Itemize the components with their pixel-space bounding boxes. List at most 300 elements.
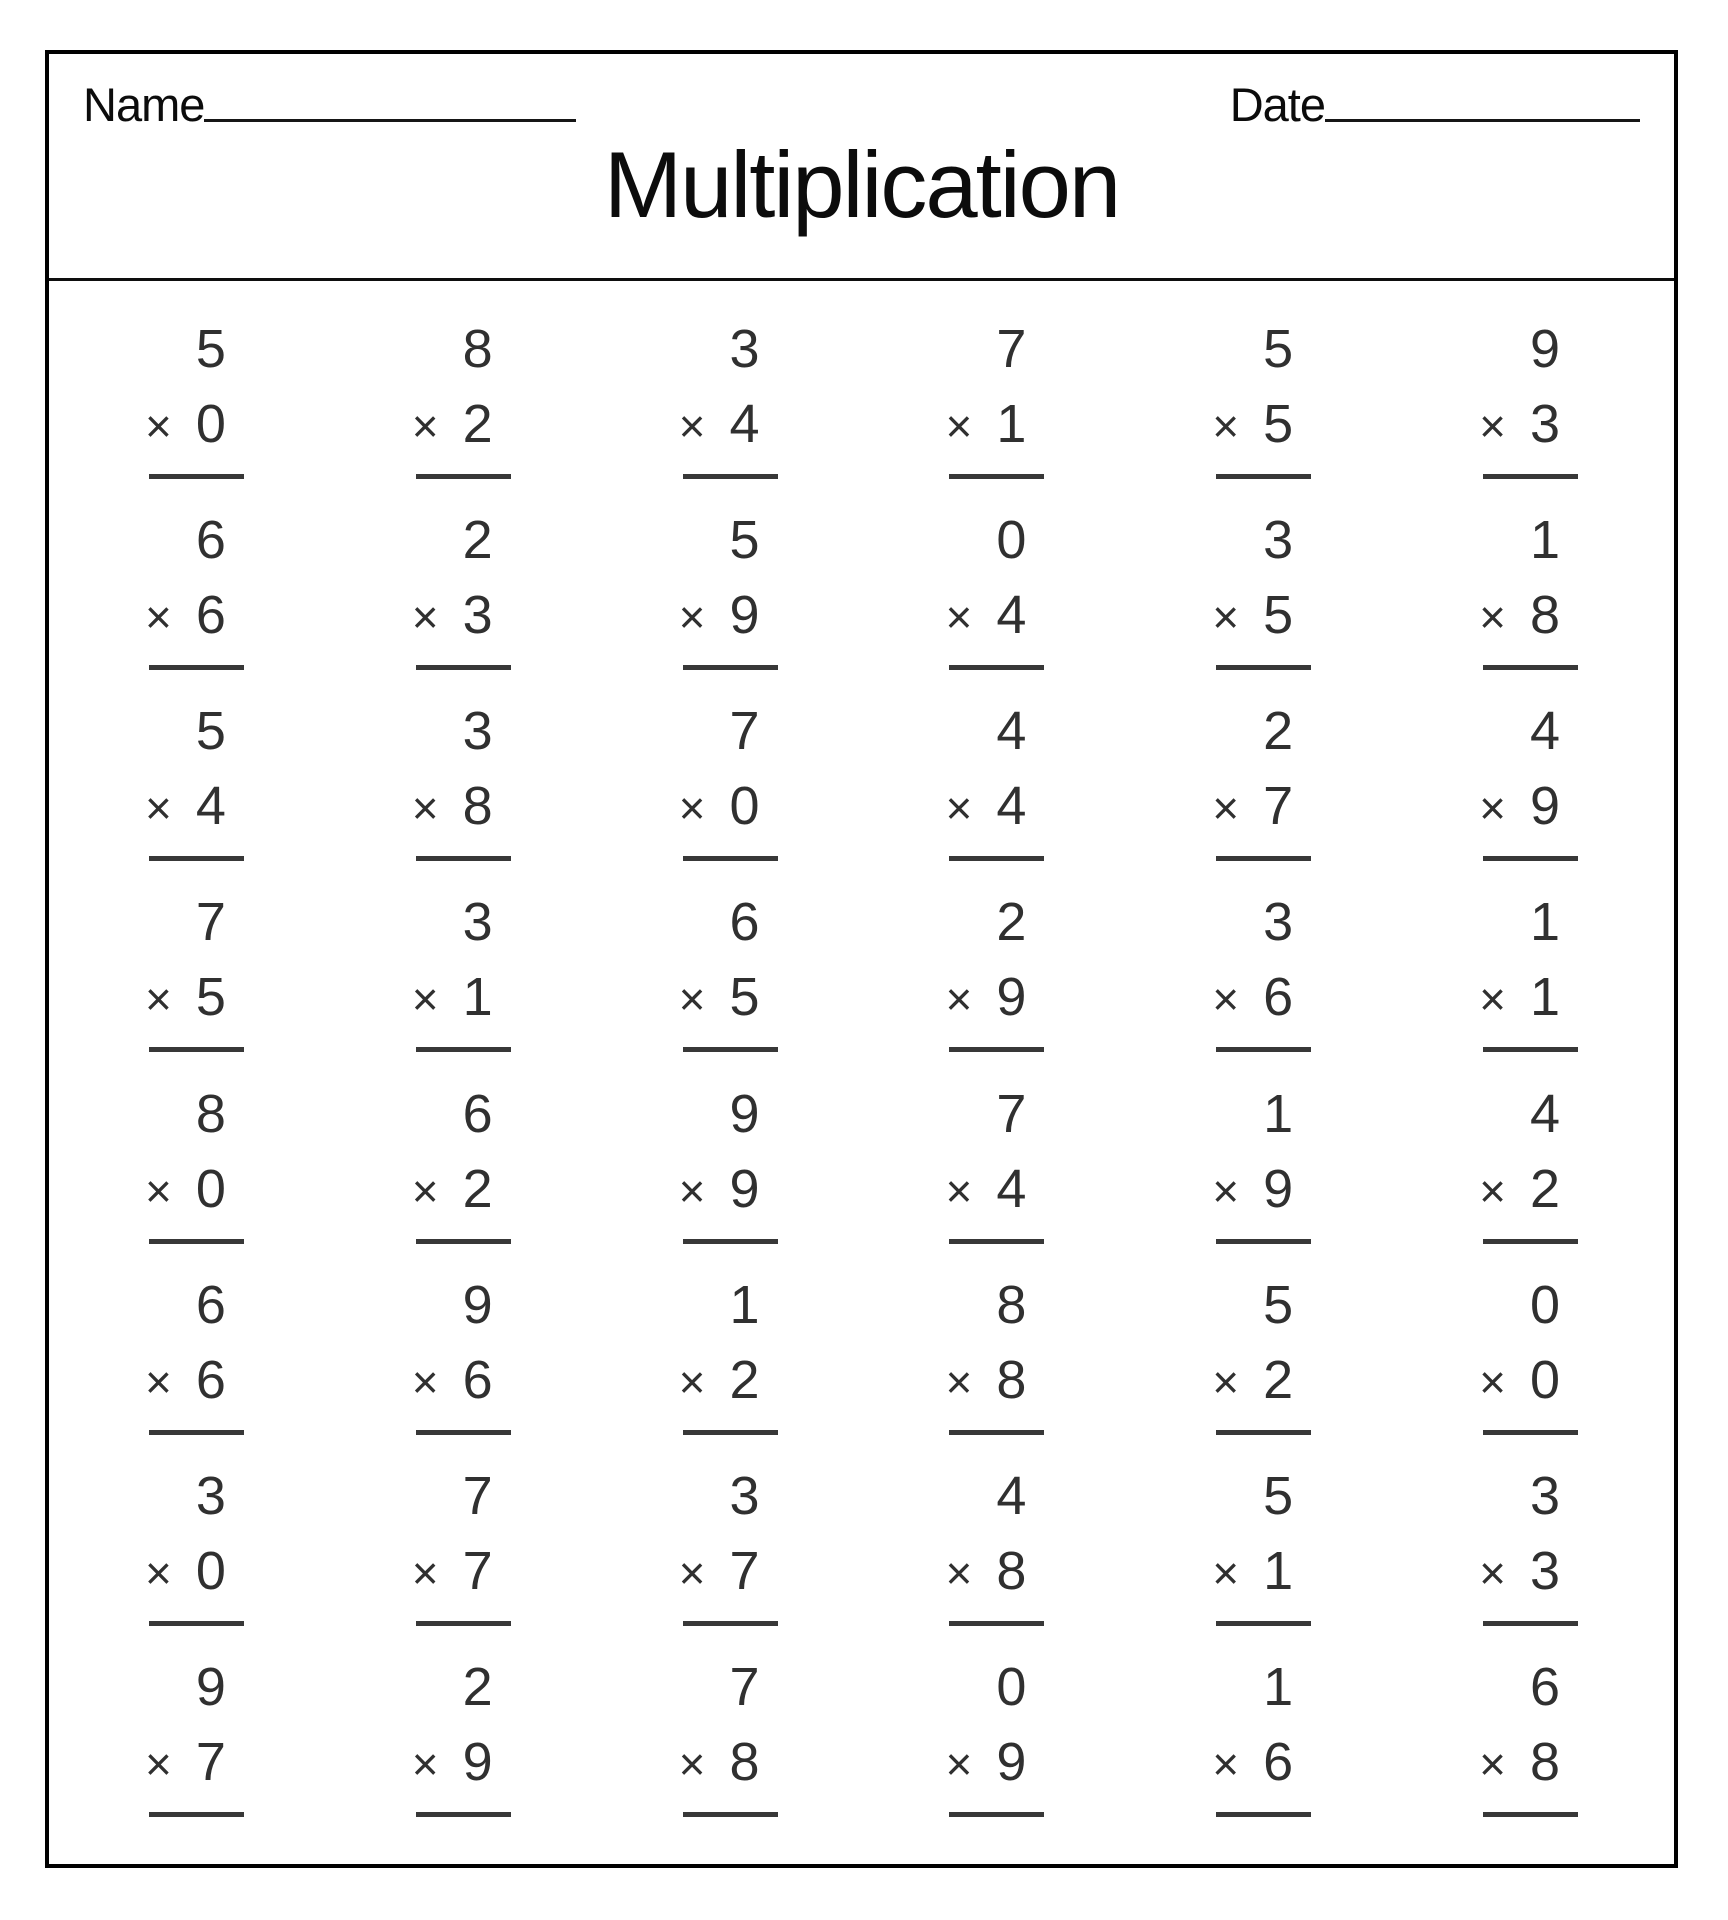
multiplier: 4 (996, 776, 1027, 837)
multiplier-row (1479, 776, 1578, 837)
answer-line (1216, 1430, 1311, 1435)
problem-cell (595, 1452, 862, 1643)
times-sign-icon: × (678, 1355, 706, 1408)
multiplication-problem (1479, 1274, 1578, 1435)
multiplier: 1 (462, 967, 493, 1028)
multiplication-problem (411, 1274, 511, 1435)
multiplier: 5 (1263, 585, 1294, 646)
multiplication-problem (1479, 1656, 1578, 1817)
problem-cell (862, 1261, 1129, 1452)
multiplicand: 6 (195, 510, 226, 571)
answer-line (1483, 1430, 1578, 1435)
multiplicand: 2 (1263, 701, 1294, 762)
multiplication-problem (1479, 1465, 1578, 1626)
times-sign-icon: × (411, 973, 439, 1026)
multiplier-row (678, 1349, 778, 1410)
multiplicand: 7 (195, 892, 226, 953)
multiplication-problem (144, 510, 244, 670)
multiplier-row (411, 1731, 511, 1792)
multiplier-row (945, 585, 1044, 646)
times-sign-icon: × (945, 1737, 973, 1790)
times-sign-icon: × (411, 1737, 439, 1790)
multiplicand: 4 (1529, 1083, 1561, 1144)
times-sign-icon: × (1479, 1164, 1506, 1217)
answer-line (683, 856, 778, 861)
multiplicand: 3 (462, 701, 493, 762)
multiplication-problem (1212, 1274, 1311, 1435)
times-sign-icon: × (144, 591, 172, 644)
multiplicand: 1 (729, 1274, 760, 1335)
multiplicand: 9 (195, 1656, 226, 1717)
problem-cell (1395, 1452, 1662, 1643)
multiplication-problem (678, 1274, 778, 1435)
multiplication-problem (411, 1465, 511, 1626)
multiplier: 2 (1529, 1158, 1561, 1219)
answer-line (1216, 856, 1311, 861)
problem-cell (595, 687, 862, 878)
answer-line (1483, 474, 1578, 479)
answer-line (416, 1430, 511, 1435)
answer-line (1483, 1239, 1578, 1244)
answer-line (416, 1812, 511, 1817)
answer-line (416, 1047, 511, 1052)
multiplicand: 0 (996, 510, 1027, 571)
multiplier: 6 (195, 585, 226, 646)
multiplier-row (144, 394, 244, 455)
multiplier: 1 (1263, 1540, 1294, 1601)
multiplication-problem (945, 1083, 1044, 1244)
times-sign-icon: × (1479, 400, 1506, 453)
multiplication-problem (1212, 701, 1311, 861)
problem-cell (1395, 1070, 1662, 1261)
problem-cell (1128, 1452, 1395, 1643)
multiplier: 5 (195, 967, 226, 1028)
problem-cell (61, 687, 328, 878)
multiplier-row (1479, 1158, 1578, 1219)
answer-line (1483, 856, 1578, 861)
multiplication-problem (1479, 892, 1578, 1052)
multiplier: 6 (195, 1349, 226, 1410)
multiplicand: 5 (729, 510, 760, 571)
multiplier-row (945, 1158, 1044, 1219)
multiplicand: 7 (996, 319, 1027, 380)
problem-cell (595, 496, 862, 687)
multiplier-row (678, 776, 778, 837)
times-sign-icon: × (1479, 1737, 1506, 1790)
multiplicand: 5 (195, 701, 226, 762)
problem-cell (1128, 1070, 1395, 1261)
problem-cell (595, 1070, 862, 1261)
multiplier-row (1479, 585, 1578, 646)
answer-line (416, 665, 511, 670)
multiplier-row (945, 1349, 1044, 1410)
times-sign-icon: × (678, 1164, 706, 1217)
problem-cell (862, 496, 1129, 687)
multiplication-problem (144, 1465, 244, 1626)
answer-line (1483, 1047, 1578, 1052)
multiplier-row (1212, 1731, 1311, 1792)
multiplier-row (678, 1731, 778, 1792)
multiplication-problem (144, 1083, 244, 1244)
worksheet-frame (45, 50, 1678, 1868)
multiplier-row (411, 776, 511, 837)
answer-line (949, 1047, 1044, 1052)
multiplier-row (411, 1349, 511, 1410)
multiplication-problem (678, 892, 778, 1052)
answer-line (416, 856, 511, 861)
multiplicand: 1 (1529, 892, 1561, 953)
worksheet-title: Multiplication (603, 132, 1120, 238)
times-sign-icon: × (1479, 1546, 1506, 1599)
answer-line (149, 1047, 244, 1052)
answer-line (1216, 1239, 1311, 1244)
answer-line (149, 1430, 244, 1435)
multiplicand: 2 (462, 510, 493, 571)
times-sign-icon: × (945, 400, 973, 453)
multiplier-row (1212, 967, 1311, 1028)
answer-line (416, 474, 511, 479)
multiplication-problem (945, 319, 1044, 479)
answer-line (949, 1239, 1044, 1244)
multiplier: 3 (462, 585, 493, 646)
times-sign-icon: × (678, 782, 706, 835)
times-sign-icon: × (945, 1164, 973, 1217)
multiplier-row (144, 967, 244, 1028)
multiplier-row (1479, 967, 1578, 1028)
times-sign-icon: × (1212, 591, 1240, 644)
multiplication-problem (411, 701, 511, 861)
times-sign-icon: × (678, 1737, 706, 1790)
times-sign-icon: × (144, 1164, 172, 1217)
multiplier-row (945, 1540, 1044, 1601)
multiplier-row (1212, 1540, 1311, 1601)
multiplier: 4 (195, 776, 226, 837)
answer-line (1483, 1812, 1578, 1817)
answer-line (416, 1239, 511, 1244)
multiplier: 1 (996, 394, 1027, 455)
multiplier: 3 (1529, 1540, 1561, 1601)
multiplier: 7 (462, 1540, 493, 1601)
answer-line (949, 1812, 1044, 1817)
multiplicand: 2 (462, 1656, 493, 1717)
answer-line (149, 474, 244, 479)
multiplicand: 6 (729, 892, 760, 953)
multiplier-row (1212, 776, 1311, 837)
times-sign-icon: × (411, 400, 439, 453)
times-sign-icon: × (1212, 1355, 1240, 1408)
multiplication-problem (1212, 892, 1311, 1052)
multiplication-problem (144, 1274, 244, 1435)
multiplicand: 8 (462, 319, 493, 380)
multiplier: 2 (1263, 1349, 1294, 1410)
multiplier: 2 (462, 394, 493, 455)
multiplicand: 3 (1263, 892, 1294, 953)
multiplier: 9 (729, 1158, 760, 1219)
multiplicand: 7 (462, 1465, 493, 1526)
multiplier: 8 (1529, 585, 1561, 646)
problem-cell (595, 1643, 862, 1834)
multiplicand: 3 (729, 319, 760, 380)
times-sign-icon: × (678, 400, 706, 453)
multiplier: 2 (462, 1158, 493, 1219)
multiplication-problem (1479, 701, 1578, 861)
multiplier-row (1212, 394, 1311, 455)
multiplier: 9 (996, 1731, 1027, 1792)
multiplication-problem (678, 1083, 778, 1244)
answer-line (1216, 1812, 1311, 1817)
problem-cell (1128, 496, 1395, 687)
times-sign-icon: × (144, 973, 172, 1026)
multiplication-problem (411, 1656, 511, 1817)
problem-cell (1128, 687, 1395, 878)
problem-cell (1395, 687, 1662, 878)
multiplier: 0 (195, 394, 226, 455)
problem-cell (61, 1261, 328, 1452)
multiplication-problem (144, 701, 244, 861)
times-sign-icon: × (678, 973, 706, 1026)
times-sign-icon: × (1212, 973, 1240, 1026)
multiplier-row (411, 585, 511, 646)
answer-line (683, 474, 778, 479)
multiplicand: 3 (1529, 1465, 1561, 1526)
times-sign-icon: × (945, 973, 973, 1026)
problem-cell (328, 687, 595, 878)
times-sign-icon: × (678, 591, 706, 644)
problem-cell (328, 1452, 595, 1643)
multiplication-problem (678, 1465, 778, 1626)
multiplicand: 5 (1263, 319, 1294, 380)
multiplier: 7 (729, 1540, 760, 1601)
problem-cell (1128, 305, 1395, 496)
problem-cell (328, 1070, 595, 1261)
answer-line (949, 1430, 1044, 1435)
problem-cell (1395, 1261, 1662, 1452)
multiplication-problem (144, 892, 244, 1052)
multiplier-row (144, 1349, 244, 1410)
times-sign-icon: × (1212, 400, 1240, 453)
answer-line (149, 1812, 244, 1817)
multiplier-row (411, 1158, 511, 1219)
multiplicand: 2 (996, 892, 1027, 953)
multiplicand: 7 (996, 1083, 1027, 1144)
answer-line (1216, 1621, 1311, 1626)
multiplier-row (945, 967, 1044, 1028)
multiplier-row (1479, 1540, 1578, 1601)
answer-line (683, 1812, 778, 1817)
multiplication-problem (945, 701, 1044, 861)
problem-cell (61, 878, 328, 1069)
answer-line (683, 1239, 778, 1244)
problem-cell (595, 878, 862, 1069)
multiplier: 3 (1529, 394, 1561, 455)
problem-cell (1395, 878, 1662, 1069)
multiplication-problem (411, 892, 511, 1052)
multiplier-row (678, 1540, 778, 1601)
multiplication-problem (1479, 510, 1578, 670)
multiplication-problem (945, 1465, 1044, 1626)
multiplication-problem (144, 1656, 244, 1817)
date-field (1230, 80, 1640, 129)
multiplier-row (411, 1540, 511, 1601)
header-fields-row (49, 54, 1674, 129)
multiplier-row (945, 394, 1044, 455)
multiplicand: 9 (1529, 319, 1561, 380)
times-sign-icon: × (1479, 591, 1506, 644)
answer-line (949, 665, 1044, 670)
problem-cell (61, 1070, 328, 1261)
answer-line (949, 1621, 1044, 1626)
problem-cell (1395, 496, 1662, 687)
multiplicand: 5 (195, 319, 226, 380)
multiplier-row (1479, 1349, 1578, 1410)
multiplication-problem (945, 1274, 1044, 1435)
answer-line (149, 1621, 244, 1626)
answer-line (149, 856, 244, 861)
multiplier: 9 (1529, 776, 1561, 837)
times-sign-icon: × (1212, 782, 1240, 835)
times-sign-icon: × (411, 782, 439, 835)
problem-cell (862, 1452, 1129, 1643)
multiplicand: 0 (996, 1656, 1027, 1717)
multiplication-problem (945, 510, 1044, 670)
multiplier: 6 (462, 1349, 493, 1410)
problem-cell (328, 878, 595, 1069)
multiplication-problem (411, 1083, 511, 1244)
multiplication-problem (945, 1656, 1044, 1817)
multiplier-row (411, 394, 511, 455)
problem-cell (61, 305, 328, 496)
problem-cell (328, 1261, 595, 1452)
times-sign-icon: × (411, 1164, 439, 1217)
multiplicand: 3 (729, 1465, 760, 1526)
times-sign-icon: × (144, 1546, 172, 1599)
date-label: Date (1229, 78, 1325, 131)
multiplicand: 0 (1529, 1274, 1561, 1335)
multiplier-row (678, 1158, 778, 1219)
problem-cell (61, 1452, 328, 1643)
multiplication-problem (411, 319, 511, 479)
multiplicand: 9 (729, 1083, 760, 1144)
multiplication-problem (678, 1656, 778, 1817)
multiplicand: 6 (1529, 1656, 1561, 1717)
multiplicand: 1 (1263, 1656, 1294, 1717)
times-sign-icon: × (945, 591, 973, 644)
multiplier-row (144, 776, 244, 837)
multiplicand: 5 (1263, 1274, 1294, 1335)
multiplier: 9 (729, 585, 760, 646)
problem-cell (1128, 878, 1395, 1069)
multiplication-problem (1212, 319, 1311, 479)
multiplication-problem (678, 319, 778, 479)
multiplier: 1 (1529, 967, 1561, 1028)
problem-cell (595, 1261, 862, 1452)
answer-line (1483, 665, 1578, 670)
multiplicand: 8 (195, 1083, 226, 1144)
multiplicand: 6 (195, 1274, 226, 1335)
multiplication-problem (1479, 319, 1578, 479)
multiplicand: 4 (1529, 701, 1561, 762)
answer-line (683, 665, 778, 670)
answer-line (416, 1621, 511, 1626)
answer-line (949, 856, 1044, 861)
multiplier-row (678, 585, 778, 646)
multiplier: 8 (1529, 1731, 1561, 1792)
problem-cell (862, 687, 1129, 878)
multiplier: 8 (996, 1349, 1027, 1410)
problem-cell (862, 1643, 1129, 1834)
multiplier: 0 (1529, 1349, 1561, 1410)
multiplier-row (1479, 394, 1578, 455)
multiplier: 8 (729, 1731, 760, 1792)
multiplier: 6 (1263, 967, 1294, 1028)
answer-line (1216, 665, 1311, 670)
multiplier-row (144, 585, 244, 646)
answer-line (149, 1239, 244, 1244)
problem-cell (1128, 1643, 1395, 1834)
problem-cell (61, 496, 328, 687)
multiplier-row (678, 394, 778, 455)
multiplier-row (1212, 1158, 1311, 1219)
multiplicand: 8 (996, 1274, 1027, 1335)
multiplier: 9 (462, 1731, 493, 1792)
times-sign-icon: × (144, 400, 172, 453)
answer-line (949, 474, 1044, 479)
multiplication-problem (678, 701, 778, 861)
answer-line (1216, 1047, 1311, 1052)
multiplier-row (1212, 1349, 1311, 1410)
problem-cell (328, 305, 595, 496)
times-sign-icon: × (678, 1546, 706, 1599)
times-sign-icon: × (1479, 782, 1506, 835)
times-sign-icon: × (1479, 973, 1506, 1026)
problem-cell (328, 1643, 595, 1834)
problem-cell (61, 1643, 328, 1834)
multiplier: 8 (996, 1540, 1027, 1601)
multiplier-row (1479, 1731, 1578, 1792)
multiplier: 0 (195, 1158, 226, 1219)
multiplier: 8 (462, 776, 493, 837)
multiplicand: 3 (462, 892, 493, 953)
name-label: Name (83, 78, 205, 131)
problem-cell (1128, 1261, 1395, 1452)
multiplicand: 3 (195, 1465, 226, 1526)
times-sign-icon: × (1212, 1737, 1240, 1790)
multiplicand: 3 (1263, 510, 1294, 571)
multiplier: 6 (1263, 1731, 1294, 1792)
multiplicand: 9 (462, 1274, 493, 1335)
multiplier: 4 (729, 394, 760, 455)
multiplication-problem (1212, 510, 1311, 670)
times-sign-icon: × (945, 1355, 973, 1408)
multiplicand: 6 (462, 1083, 493, 1144)
problem-cell (862, 1070, 1129, 1261)
multiplier: 2 (729, 1349, 760, 1410)
times-sign-icon: × (411, 591, 439, 644)
times-sign-icon: × (945, 782, 973, 835)
times-sign-icon: × (144, 1355, 172, 1408)
times-sign-icon: × (411, 1546, 439, 1599)
times-sign-icon: × (945, 1546, 973, 1599)
name-blank-line (204, 115, 576, 122)
problem-cell (1395, 1643, 1662, 1834)
name-field (83, 80, 576, 129)
multiplier-row (144, 1540, 244, 1601)
answer-line (1483, 1621, 1578, 1626)
problems-grid (49, 285, 1674, 1864)
multiplication-problem (1212, 1656, 1311, 1817)
multiplication-problem (1212, 1083, 1311, 1244)
multiplier: 5 (729, 967, 760, 1028)
